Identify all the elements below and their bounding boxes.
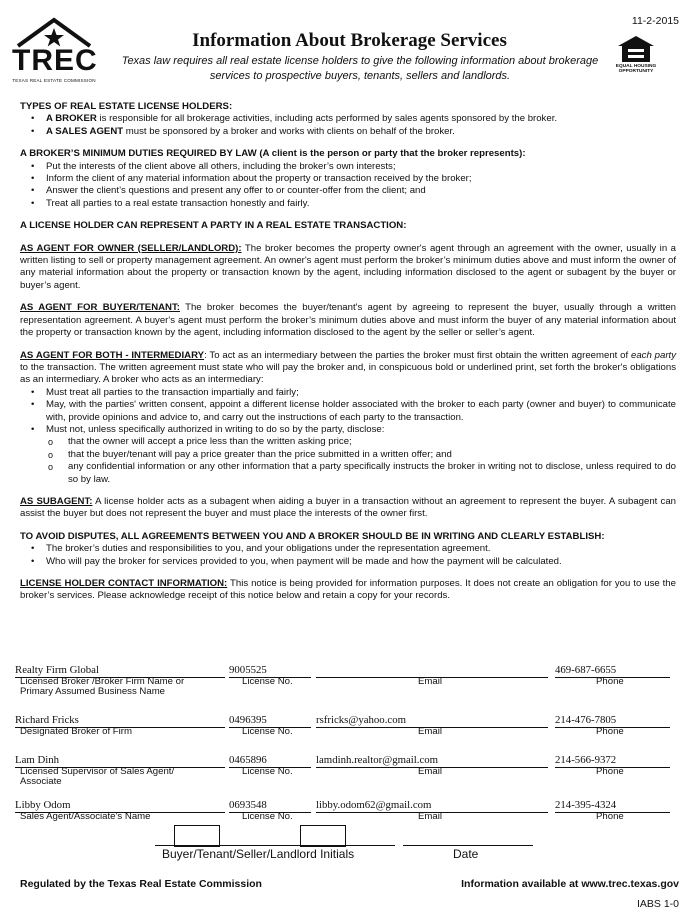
broker-phone-field[interactable]: 469-687-6655 [555,664,617,676]
list-item: • Put the interests of the client above all others, including the broker’s own interests; [20,161,676,173]
equal-housing-icon [612,34,660,64]
notice-body [20,101,676,603]
designated-broker-email-field[interactable]: rsfricks@yahoo.com [316,714,406,726]
initials-label: Buyer/Tenant/Seller/Landlord Initials [162,847,355,861]
email-label: Email [418,726,442,737]
date-line[interactable] [403,845,533,846]
list-item: • Who will pay the broker for services provided to you, when payment will be made and how the payment will be calculated. [20,556,676,568]
represent-heading: A LICENSE HOLDER CAN REPRESENT A PARTY IN A REAL ESTATE TRANSACTION: [20,220,407,232]
buyer-paragraph: AS AGENT FOR BUYER/TENANT: The broker becomes the buyer/tenant's agent by agreeing to represent the buyer, usually through a written representation agreement. A buyer's agent must perform the broker’s minimum duties above and must inform the buyer of any material information about the property or transaction known by the agent, including information disclosed to the agent by the seller or seller’s agent. [20,302,676,339]
list-item: • Answer the client’s questions and present any offer to or counter-offer from the client; and [20,185,676,197]
page-subtitle: Texas law requires all real estate license holders to give the following information about brokerage services to prospective buyers, tenants, sellers and landlords. [121,55,599,82]
broker-firm-name-label: Licensed Broker /Broker Firm Name or Primary Assumed Business Name [20,676,185,697]
equal-housing-text: EQUAL HOUSING OPPORTUNITY [615,64,657,74]
types-heading: TYPES OF REAL ESTATE LICENSE HOLDERS: [20,101,233,112]
list-item: • The broker’s duties and responsibilities to you, and your obligations under the representation agreement. [20,543,676,555]
supervisor-email-field[interactable]: lamdinh.realtor@gmail.com [316,754,439,766]
sales-agent-license-field[interactable]: 0693548 [229,799,267,811]
form-id: IABS 1-0 [636,898,679,910]
sales-agent-name-field[interactable]: Libby Odom [15,799,71,811]
phone-label: Phone [596,811,624,822]
designated-broker-license-field[interactable]: 0496395 [229,714,267,726]
regulated-notice: Regulated by the Texas Real Estate Commission [20,878,262,890]
phone-label: Phone [596,726,624,737]
broker-firm-name-field[interactable]: Realty Firm Global [15,664,99,676]
website-link[interactable]: Information available at www.trec.texas.gov [461,878,679,890]
sales-agent-email-field[interactable]: libby.odom62@gmail.com [316,799,432,811]
disputes-heading: TO AVOID DISPUTES, ALL AGREEMENTS BETWEEN YOU AND A BROKER SHOULD BE IN WRITING AND CLEARLY ESTABLISH: [20,530,605,542]
logo-text: TREC [12,44,98,77]
designated-broker-name-field[interactable]: Richard Fricks [15,714,79,726]
types-list [20,113,676,138]
equal-housing-logo [612,34,660,76]
sales-agent-phone-field[interactable]: 214-395-4324 [555,799,617,811]
email-label: Email [418,766,442,777]
phone-label: Phone [596,766,624,777]
sub-list-item: o any confidential information or any other information that a party specifically instructs the broker in writing not to disclose, unless required to do so by law. [20,461,676,486]
form-date: 11-2-2015 [631,15,679,27]
email-label: Email [418,676,442,687]
duties-heading: A BROKER’S MINIMUM DUTIES REQUIRED BY LAW (A client is the person or party that the broker represents): [20,148,526,160]
initials-box-1[interactable] [174,825,220,847]
supervisor-license-field[interactable]: 0465896 [229,754,267,766]
designated-broker-phone-field[interactable]: 214-476-7805 [555,714,617,726]
sub-list-item: o that the buyer/tenant will pay a price greater than the price submitted in a written offer; and [20,449,676,461]
list-item: • Inform the client of any material information about the property or transaction received by the broker; [20,173,676,185]
disputes-list [20,543,676,568]
list-item: • Treat all parties to a real estate transaction honestly and fairly. [20,198,676,210]
contact-paragraph: LICENSE HOLDER CONTACT INFORMATION: This notice is being provided for information purposes. It does not create an obligation for you to use the broker’s services. Please acknowledge receipt of this notice below and retain a copy for your records. [20,578,676,602]
license-label: License No. [242,766,293,777]
sub-list-item: o that the owner will accept a price less than the written asking price; [20,436,676,448]
license-label: License No. [242,811,293,822]
intermediary-paragraph: AS AGENT FOR BOTH - INTERMEDIARY: To act as an intermediary between the parties the broker must first obtain the written agreement of each party to the transaction. The written agreement must state who will pay the broker and, in conspicuous bold or underlined print, set forth the broker's obligations as an intermediary. A broker who acts as an intermediary: [20,349,676,386]
list-item: • A SALES AGENT must be sponsored by a broker and works with clients on behalf of the broker. [20,126,676,138]
supervisor-name-field[interactable]: Lam Dinh [15,754,60,766]
email-label: Email [418,811,442,822]
list-item: • A BROKER is responsible for all brokerage activities, including acts performed by sales agents sponsored by the broker. [20,113,676,125]
list-item: • May, with the parties' written consent, appoint a different license holder associated with the broker to each party (owner and buyer) to communicate with, provide opinions and advice to, and carry out the instructions of each party to the transaction. [20,399,676,424]
supervisor-label: Licensed Supervisor of Sales Agent/ Associate [20,766,175,787]
supervisor-phone-field[interactable]: 214-566-9372 [555,754,617,766]
license-label: License No. [242,676,293,687]
sales-agent-label: Sales Agent/Associate’s Name [20,811,151,822]
divider [155,845,395,846]
owner-paragraph: AS AGENT FOR OWNER (SELLER/LANDLORD): The broker becomes the property owner's agent through an agreement with the owner, usually in a written listing to sell or property management agreement. An owner's agent must perform the broker’s minimum duties above and must inform the owner of any material information about the property or transaction known by the agent, including information disclosed to the agent or subagent by the buyer or buyer’s agent. [20,242,677,291]
logo-subtext: TEXAS REAL ESTATE COMMISSION [12,78,96,83]
subagent-paragraph: AS SUBAGENT: A license holder acts as a subagent when aiding a buyer in a transaction without an agreement to represent the buyer. A subagent can assist the buyer but does not represent the buyer and must place the interests of the owner first. [20,495,676,520]
page-title: Information About Brokerage Services [192,30,507,51]
date-label: Date [453,847,479,861]
initials-box-2[interactable] [300,825,346,847]
intermediary-list [20,387,676,486]
broker-license-field[interactable]: 9005525 [229,664,267,676]
duties-list [20,161,676,211]
license-label: License No. [242,726,293,737]
phone-label: Phone [596,676,624,687]
list-item: • Must treat all parties to the transaction impartially and fairly; [20,387,676,399]
list-item: • Must not, unless specifically authorized in writing to do so by the party, disclose: [20,424,676,436]
designated-broker-label: Designated Broker of Firm [20,726,132,737]
